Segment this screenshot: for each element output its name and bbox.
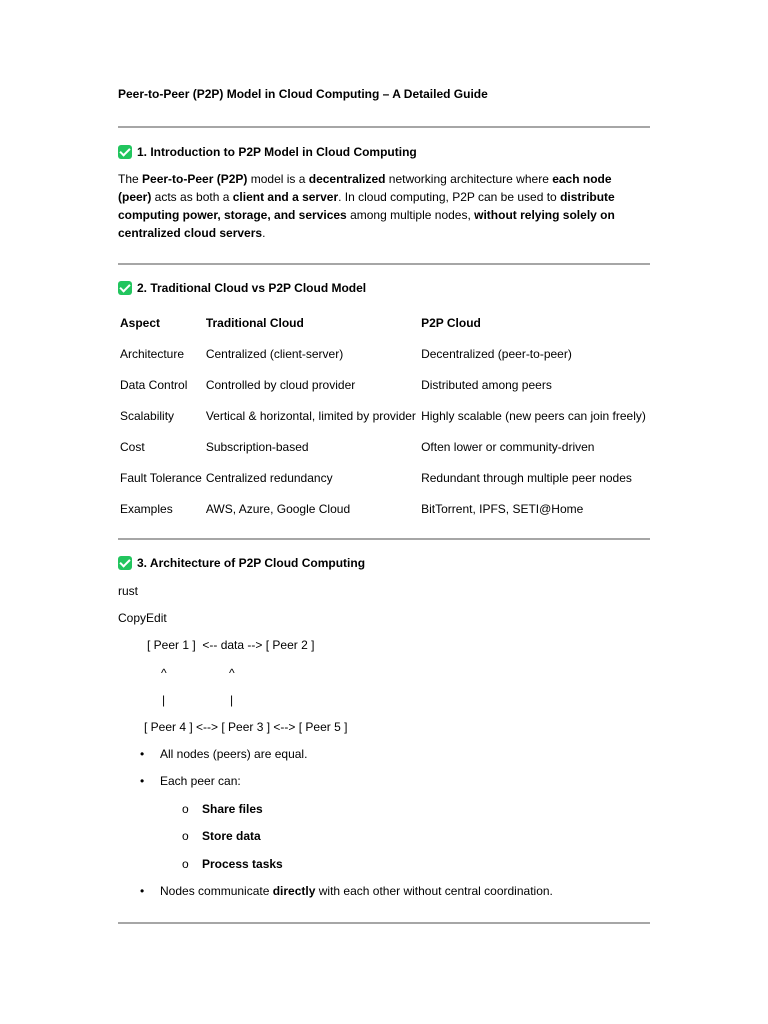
sub-bullet-dot: o <box>182 802 189 816</box>
table-header-cell: Aspect <box>120 315 161 330</box>
check-mark-icon <box>118 281 132 295</box>
sub-bullet-dot: o <box>182 829 189 843</box>
list-item <box>140 747 308 761</box>
table-cell: Vertical & horizontal, limited by provider <box>205 408 416 423</box>
list-item-text-bold-run: directly <box>272 884 316 898</box>
sub-list-item <box>182 829 261 843</box>
table-cell: Centralized redundancy <box>205 470 333 485</box>
table-cell: Data Control <box>120 377 188 392</box>
table-cell: Subscription-based <box>205 439 309 454</box>
sub-bullet-dot: o <box>182 857 189 871</box>
list-item-text <box>160 884 553 898</box>
intro-text-run: among multiple nodes, <box>346 208 475 222</box>
table-cell: AWS, Azure, Google Cloud <box>205 501 351 516</box>
diagram-pipe: | <box>162 693 166 707</box>
list-item-text: All nodes (peers) are equal. <box>160 747 308 761</box>
bullet-dot: • <box>140 747 145 761</box>
intro-text-bold-run: client and a server <box>232 190 339 204</box>
bullet-dot: • <box>140 884 145 898</box>
intro-text-run: . <box>262 226 266 240</box>
table-header-cell: P2P Cloud <box>421 315 481 330</box>
table-row <box>118 369 650 400</box>
section-1-heading <box>118 145 417 159</box>
table-cell: Centralized (client-server) <box>205 346 344 361</box>
sub-list-item <box>182 802 263 816</box>
section-2-heading <box>118 281 366 295</box>
intro-text-bold-run: each node (peer) <box>118 172 612 204</box>
sub-list-item-text: Store data <box>202 829 261 843</box>
table-row <box>118 462 650 493</box>
intro-text-run: networking architecture where <box>385 172 553 186</box>
list-item <box>140 884 553 898</box>
section-2-heading-text: 2. Traditional Cloud vs P2P Cloud Model <box>137 281 367 295</box>
diagram-line-1: [ Peer 1 ] <-- data --> [ Peer 2 ] <box>147 638 315 652</box>
table-cell: Highly scalable (new peers can join freely) <box>421 408 646 423</box>
code-language-label: rust <box>118 584 139 598</box>
section-3-heading <box>118 556 365 570</box>
section-1-heading-text: 1. Introduction to P2P Model in Cloud Computing <box>137 145 417 159</box>
comparison-table <box>118 307 650 524</box>
divider <box>118 263 650 265</box>
table-cell: Distributed among peers <box>421 377 552 392</box>
table-cell: Fault Tolerance <box>120 470 202 485</box>
intro-paragraph <box>118 170 638 242</box>
table-cell: Cost <box>120 439 145 454</box>
table-header-row <box>118 307 650 338</box>
divider <box>118 126 650 128</box>
list-item-text-run: with each other without central coordination. <box>315 884 553 898</box>
diagram-caret: ^ <box>161 666 167 680</box>
intro-text-run: model is a <box>247 172 309 186</box>
intro-text-bold-run: Peer-to-Peer (P2P) <box>142 172 248 186</box>
table-row <box>118 431 650 462</box>
sub-list-item-text: Process tasks <box>202 857 283 871</box>
table-cell: Controlled by cloud provider <box>205 377 356 392</box>
table-row <box>118 493 650 524</box>
page-title: Peer-to-Peer (P2P) Model in Cloud Computing – A Detailed Guide <box>118 87 488 101</box>
list-item-text-run: Nodes communicate <box>160 884 273 898</box>
table-cell: Redundant through multiple peer nodes <box>421 470 632 485</box>
intro-text-bold-run: decentralized <box>308 172 386 186</box>
table-cell: Often lower or community-driven <box>421 439 595 454</box>
check-mark-icon <box>118 145 132 159</box>
bullet-dot: • <box>140 774 145 788</box>
sub-list-item-text: Share files <box>202 802 263 816</box>
intro-text-run: The <box>118 172 143 186</box>
table-row <box>118 400 650 431</box>
table-cell: Decentralized (peer-to-peer) <box>421 346 572 361</box>
diagram-line-4: [ Peer 4 ] <--> [ Peer 3 ] <--> [ Peer 5 ] <box>144 720 348 734</box>
sub-list-item <box>182 857 283 871</box>
copy-edit-button[interactable]: CopyEdit <box>118 611 167 625</box>
table-cell: BitTorrent, IPFS, SETI@Home <box>421 501 584 516</box>
intro-text-run: acts as both a <box>151 190 233 204</box>
check-mark-icon <box>118 556 132 570</box>
table-cell: Examples <box>120 501 173 516</box>
intro-text-bold-run: without relying solely on centralized cloud servers <box>118 208 615 240</box>
intro-text-bold-run: distribute computing power, storage, and services <box>118 190 615 222</box>
divider <box>118 922 650 924</box>
divider <box>118 538 650 540</box>
diagram-caret: ^ <box>229 666 235 680</box>
list-item-text: Each peer can: <box>160 774 241 788</box>
intro-text-run: . In cloud computing, P2P can be used to <box>338 190 561 204</box>
list-item <box>140 774 241 788</box>
table-row <box>118 338 650 369</box>
table-header-cell: Traditional Cloud <box>205 315 304 330</box>
diagram-pipe: | <box>230 693 234 707</box>
table-cell: Scalability <box>120 408 175 423</box>
table-cell: Architecture <box>120 346 185 361</box>
section-3-heading-text: 3. Architecture of P2P Cloud Computing <box>137 556 366 570</box>
